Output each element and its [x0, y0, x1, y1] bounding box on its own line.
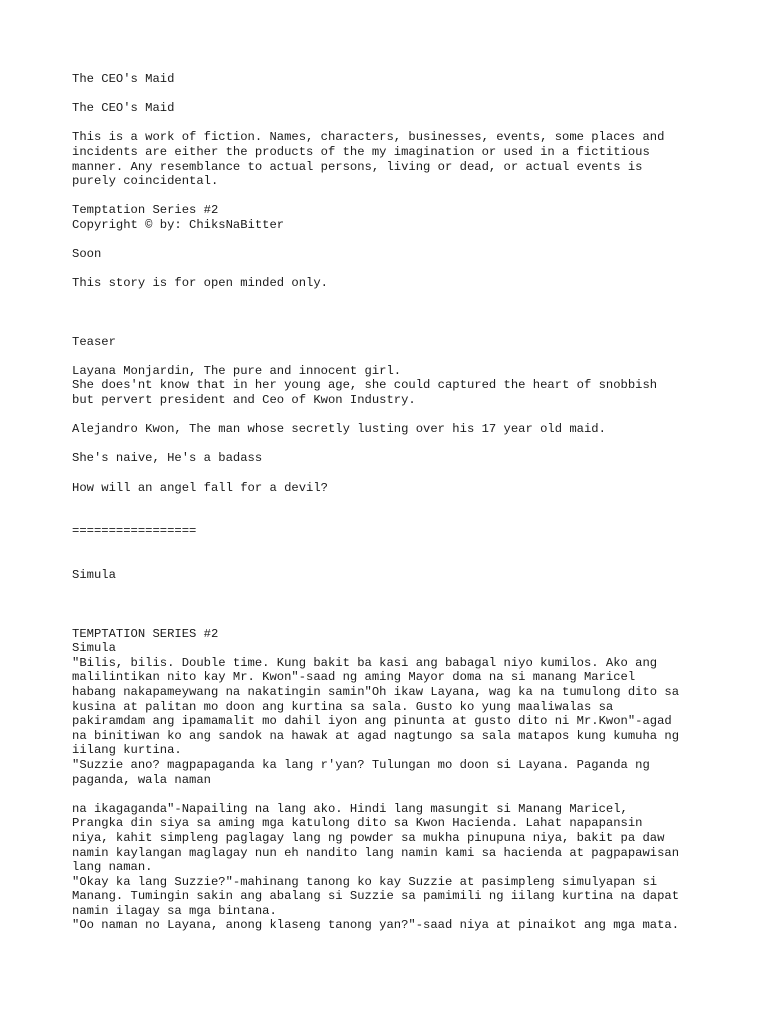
section-divider: =================: [72, 524, 197, 539]
series-line: Temptation Series #2: [72, 203, 219, 218]
simula-heading: Simula: [72, 568, 116, 583]
text-line: Layana Monjardin, The pure and innocent girl.: [72, 363, 402, 378]
title-line-2: The CEO's Maid: [72, 101, 175, 116]
text-line: purely coincidental.: [72, 174, 219, 189]
teaser-question: How will an angel fall for a devil?: [72, 480, 328, 495]
soon-line: Soon: [72, 247, 102, 262]
copyright-line: Copyright © by: ChiksNaBitter: [72, 217, 285, 232]
text-line: Manang. Tumingin sakin ang abalang si Suzzie sa pamimili ng iilang kurtina na dapat: [72, 889, 680, 904]
text-line: namin kaylangan maglagay nun eh nandito lang namin kami sa hacienda at pagpapawisan: [72, 845, 680, 860]
text-line: "Suzzie ano? magpapaganda ka lang r'yan? Tulungan mo doon si Layana. Paganda ng: [72, 757, 650, 772]
document-page: [72, 72, 712, 933]
text-line: kusina at palitan mo doon ang kurtina sa sala. Gusto ko yung maaliwalas sa: [72, 699, 614, 714]
teaser-alejandro: Alejandro Kwon, The man whose secretly lusting over his 17 year old maid.: [72, 422, 606, 437]
text-line: malilintikan nito kay Mr. Kwon"-saad ng aming Mayor doma na si manang Maricel: [72, 670, 636, 685]
text-line: This is a work of fiction. Names, characters, businesses, events, some places and: [72, 130, 665, 145]
teaser-heading: Teaser: [72, 334, 116, 349]
title-line-1: The CEO's Maid: [72, 72, 175, 86]
text-line: "Oo naman no Layana, anong klaseng tanong yan?"-saad niya at pinaikot ang mga mata.: [72, 918, 680, 933]
chapter-title: Simula: [72, 641, 116, 656]
text-line: iilang kurtina.: [72, 743, 182, 758]
text-line: "Bilis, bilis. Double time. Kung bakit ba kasi ang babagal niyo kumilos. Ako ang: [72, 655, 658, 670]
disclaimer-paragraph: [72, 130, 712, 188]
story-block-1: [72, 656, 712, 787]
text-line: na ikagaganda"-Napailing na lang ako. Hindi lang masungit si Manang Maricel,: [72, 801, 628, 816]
text-line: "Okay ka lang Suzzie?"-mahinang tanong ko kay Suzzie at pasimpleng simulyapan si: [72, 874, 658, 889]
text-line: incidents are either the products of the my imagination or used in a fictitious: [72, 144, 650, 159]
text-line: She does'nt know that in her young age, she could captured the heart of snobbish: [72, 378, 658, 393]
chapter-series: TEMPTATION SERIES #2: [72, 626, 219, 641]
text-line: habang nakapameywang na nakatingin samin"Oh ikaw Layana, wag ka na tumulong dito sa: [72, 684, 680, 699]
text-line: paganda, wala naman: [72, 772, 211, 787]
text-line: manner. Any resemblance to actual persons, living or dead, or actual events is: [72, 159, 643, 174]
teaser-contrast: She's naive, He's a badass: [72, 451, 263, 466]
audience-note: This story is for open minded only.: [72, 276, 328, 291]
text-line: niya, kahit simpleng paglagay lang ng powder sa mukha pinupuna niya, bakit pa daw: [72, 830, 665, 845]
text-line: pakiramdam ang ipamamalit mo dahil iyon ang pinunta at gusto dito ni Mr.Kwon"-agad: [72, 714, 672, 729]
text-line: na binitiwan ko ang sandok na hawak at agad nagtungo sa sala matapos kung kumuha ng: [72, 728, 680, 743]
text-line: namin ilagay sa mga bintana.: [72, 903, 277, 918]
text-line: Prangka din siya sa aming mga katulong dito sa Kwon Hacienda. Lahat napapansin: [72, 816, 643, 831]
text-line: lang naman.: [72, 860, 153, 875]
text-line: but pervert president and Ceo of Kwon Industry.: [72, 393, 416, 408]
teaser-layana-paragraph: [72, 364, 712, 408]
story-block-2: [72, 802, 712, 933]
